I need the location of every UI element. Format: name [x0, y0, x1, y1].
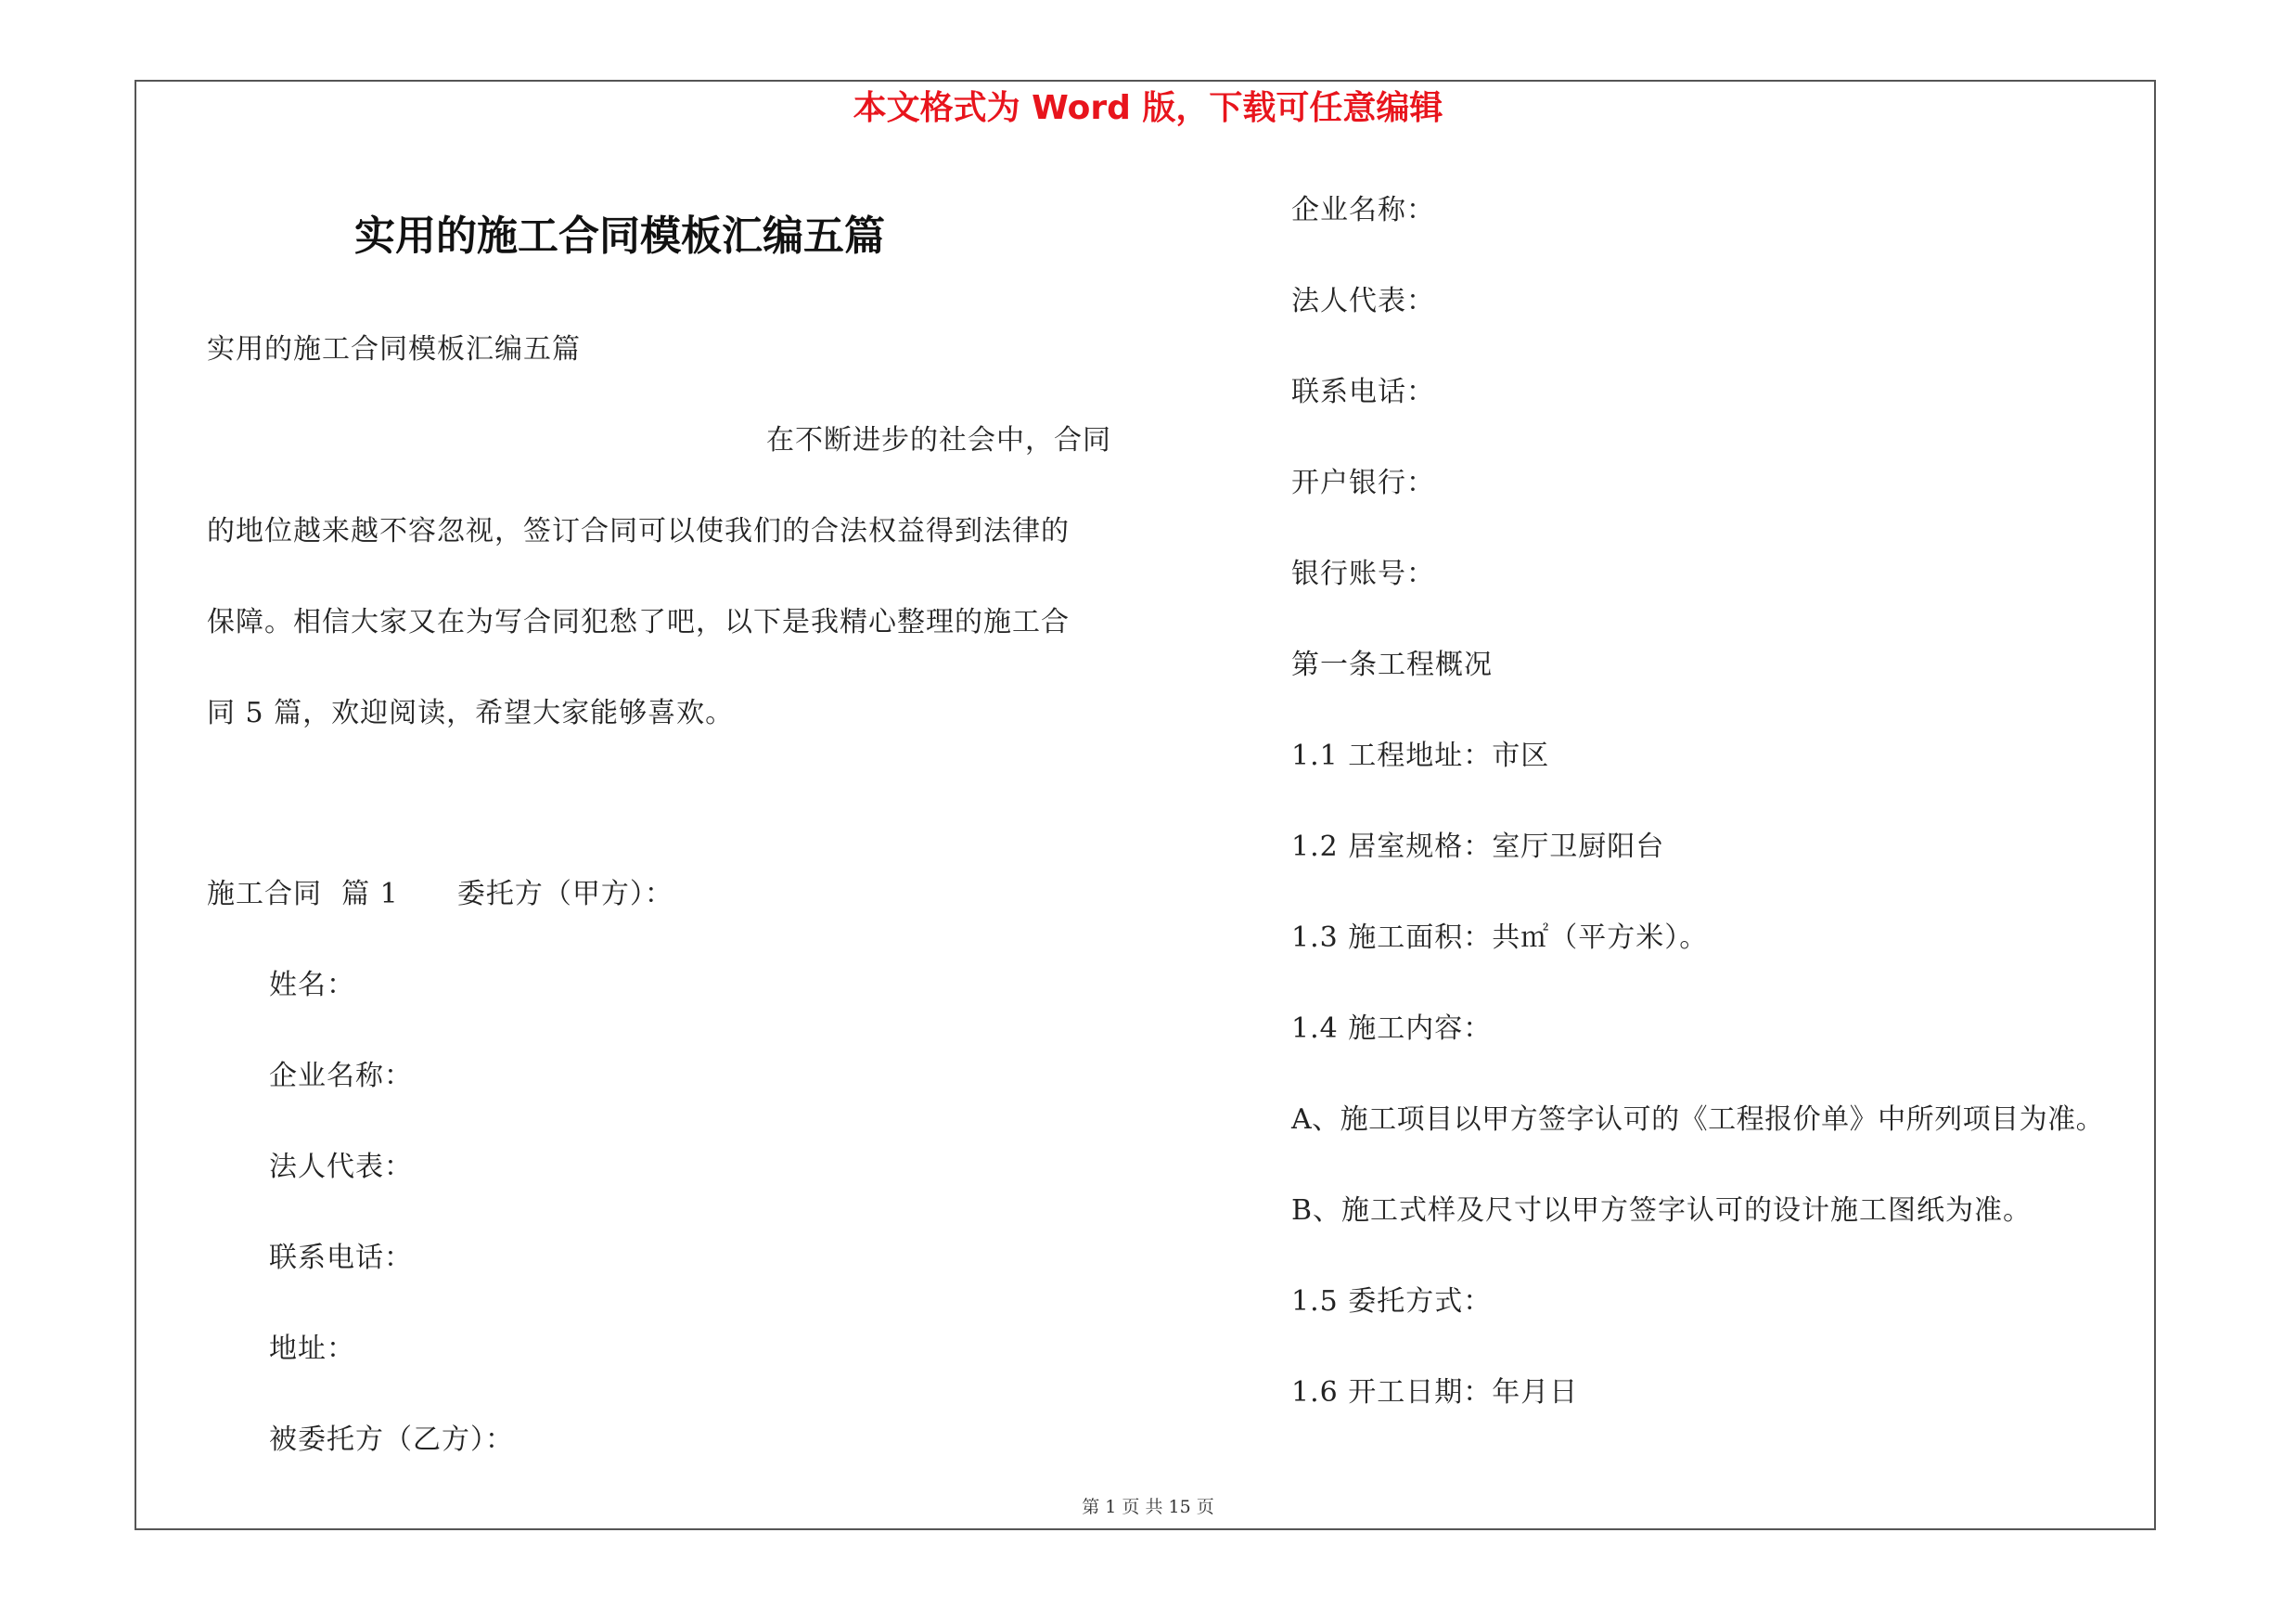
field-label: 法人代表：	[1291, 285, 1435, 317]
intro-line: 同 5 篇，欢迎阅读，希望大家能够喜欢。	[207, 697, 735, 729]
field-label: 被委托方（乙方）：	[269, 1423, 514, 1456]
clause-item: 1.2 居室规格：室厅卫厨阳台	[1291, 831, 1665, 863]
field-label: 地址：	[269, 1333, 355, 1365]
page-number: 第 1 页 共 15 页	[1082, 1497, 1214, 1517]
field-label: 银行账号：	[1291, 558, 1435, 590]
section-heading: 施工合同 篇 1 委托方（甲方）：	[207, 878, 673, 910]
document-title: 实用的施工合同模板汇编五篇	[354, 213, 885, 260]
field-label: 企业名称：	[1291, 194, 1435, 226]
clause-item: B、施工式样及尺寸以甲方签字认可的设计施工图纸为准。	[1291, 1194, 2033, 1227]
subtitle: 实用的施工合同模板汇编五篇	[207, 333, 581, 366]
field-label: 姓名：	[269, 969, 355, 1001]
page-border	[135, 80, 2156, 1530]
field-label: 联系电话：	[269, 1242, 413, 1274]
clause-item: 1.1 工程地址：市区	[1291, 740, 1550, 772]
intro-line: 保障。相信大家又在为写合同犯愁了吧，以下是我精心整理的施工合	[207, 606, 1070, 638]
clause-item: A、施工项目以甲方签字认可的《工程报价单》中所列项目为准。	[1291, 1103, 2105, 1136]
field-label: 开户银行：	[1291, 467, 1435, 499]
intro-line: 的地位越来越不容忽视，签订合同可以使我们的合法权益得到法律的	[207, 515, 1070, 547]
clause-item: 1.3 施工面积：共㎡（平方米）。	[1291, 921, 1709, 954]
format-banner: 本文格式为 Word 版，下载可任意编辑	[853, 89, 1443, 127]
clause-item: 1.4 施工内容：	[1291, 1012, 1493, 1045]
clause-item: 1.6 开工日期：年月日	[1291, 1376, 1579, 1409]
clause-item: 1.5 委托方式：	[1291, 1285, 1493, 1318]
field-label: 法人代表：	[269, 1151, 413, 1183]
intro-line: 在不断进步的社会中，合同	[766, 424, 1111, 457]
field-label: 联系电话：	[1291, 376, 1435, 408]
clause-heading: 第一条工程概况	[1291, 649, 1493, 681]
field-label: 企业名称：	[269, 1060, 413, 1092]
